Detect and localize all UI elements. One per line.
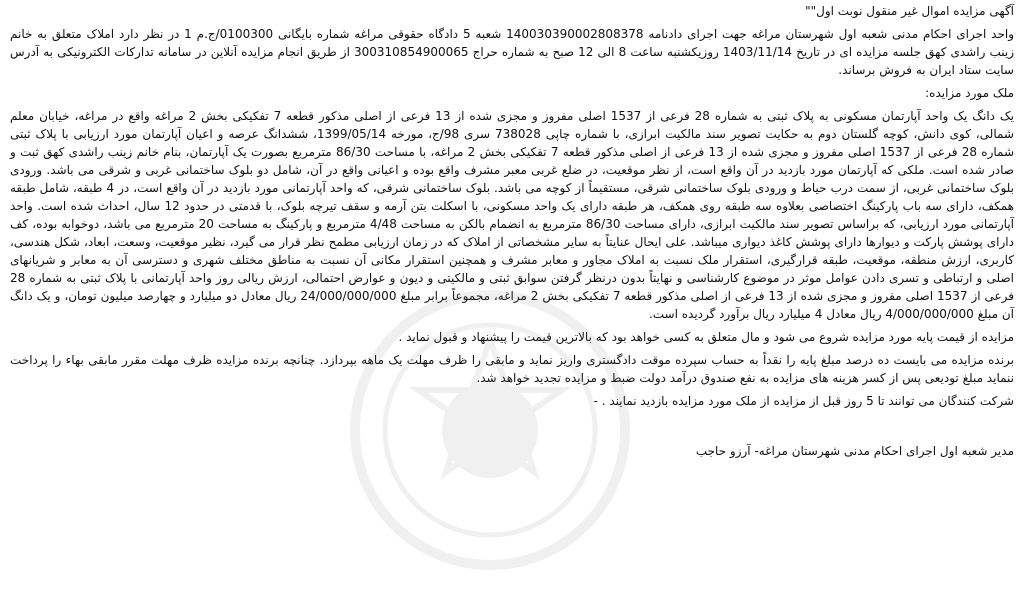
visit-terms-paragraph: شرکت کنندگان می توانند تا 5 روز قبل از مزایده از ملک مورد مزایده بازدید نمایند . - — [593, 394, 1014, 408]
property-heading: ملک مورد مزایده: — [925, 86, 1014, 100]
bidding-terms-paragraph: مزایده از قیمت پایه مورد مزایده شروع می شود و مال متعلق به کسی خواهد بود که بالاترین قیمت را پیشنهاد و قبول نماید . — [398, 330, 1014, 344]
notice-title: آگهی مزایده اموال غیر منقول نوبت اول"" — [805, 4, 1014, 18]
signature-line: مدیر شعبه اول اجرای احکام مدنی شهرستان مراغه- آرزو حاجب — [695, 444, 1014, 458]
property-description-paragraph: یک دانگ یک واحد آپارتمان مسکونی به پلاک ثبتی به شماره 28 فرعی از 1537 اصلی مفروز و مجزی شده از 13 فرعی از اصلی مذکور قطعه 7 تفکیکی بخش 2 مراغه واقع در مراغه، خیابان معلم شمالی، کوی دانش، کوچه گلستان دوم به حکایت تصویر سند مالکیت ابرازی، با شماره چاپی 738028 سری 98/ج، مورخه 1399/05/14، ششدانگ عرصه و اعیان آپارتمان مورد ارزیابی با پلاک ثبتی شماره 28 فرعی از 1537 اصلی مفروز و مجزی شده از 13 فرعی از اصلی مذکور قطعه 7 تفکیکی بخش 2 مراغه، با مساحت 86/30 مترمربع بصورت یک آپارتمان، بنام خانم زینب راشدی کهق ثبت و صادر شده است. ملکی که آپارتمان مورد بازدید در آن واقع است، از نظر موقعیت، در ضلع غربی معبر مشرف واقع بوده و اعیانی واقع در آن، شامل دو بلوک ساختمانی غربی و شرقی می باشد. ورودی بلوک ساختمانی غربی، از سمت درب حیاط و ورودی بلوک ساختمانی شرقی، مستقیماً از کوچه می باشد. بلوک ساختمانی شرقی، که واحد آپارتمانی مورد بازدید در آن واقع است، در 4 طبقه، شامل طبقه همکف، دارای سه باب پارکینگ اختصاصی بعلاوه سه طبقه روی همکف، هر طبقه دارای یک واحد مسکونی، با اسکلت بتن آرمه و سقف تیرچه بلوک، با قدمتی در حدود 12 سال، احداث شده است. واحد آپارتمانی مورد ارزیابی، که براساس تصویر سند مالکیت ابرازی، دارای مساحت 86/30 مترمربع به انضمام بالکن به مساحت 4/48 مترمربع و پارکینگ به مساحت 20 مترمربع می باشد، دوخوابه بوده، کف دارای پوشش پارکت و دیوارها دارای پوشش کاغذ دیواری میباشد. علی ایحال عنایتاً به سایر مشخصاتی از املاک که در زمان ارزیابی مطمح نظر قرار می گیرد، نظیر موقعیت، وسعت، ابعاد، شکل هندسی، کاربری، ارزش منطقه، موقعیت، طبقه قرارگیری، استقرار ملک نسبت به املاک مجاور و معابر مشرف و همچنین استقرار مکانی آن نسبت به مناطق مختلف شهری و دسترسی آن به معابر و شریانهای اصلی و ارتباطی و تسری دادن عوامل موثر در موضوع کارشناسی و نهایتاً بدون درنظر گرفتن سوابق ثبتی و مالکیتی و دیون و عوارض احتمالی، ارزش ریالی روز واحد آپارتمانی با پلاک ثبتی به شماره 28 فرعی از 1537 اصلی مفروز و مجزی شده از 13 فرعی از اصلی مذکور قطعه 7 تفکیکی بخش 2 مراغه، مجموعاً برابر مبلغ 24/000/000/000 ریال معادل دو میلیارد و چهارصد میلیون تومان، و یک دانگ آن مبلغ 4/000/000/000 ریال معادل 4 میلیارد ریال برآورد گردیده است. — [10, 109, 1015, 321]
spacer — [10, 410, 1014, 442]
payment-terms-paragraph: برنده مزایده می بایست ده درصد مبلغ پایه را نقداً به حساب سپرده موقت دادگستری واریز نماید و مابقی را ظرف مهلت یک ماهه بپردازد. چنانچه برنده مزایده ظرف مهلت مقرر مابقی بهاء را پرداخت ننماید مبلغ تودیعی پس از کسر هزینه های مزایده به نفع صندوق درآمد دولت ضبط و مزایده تجدید خواهد شد. — [10, 353, 1014, 385]
notice-intro-paragraph: واحد اجرای احکام مدنی شعبه اول شهرستان مراغه جهت اجرای دادنامه 140030390002808378 شعبه 5 دادگاه حقوقی مراغه شماره بایگانی 0100300/ج.م 1 در نظر دارد املاک متعلق به خانم زینب راشدی کهق جلسه مزایده ای در تاریخ 1403/11/14 روزیکشنبه ساعت 8 الی 12 صبح به شماره حراج 300310854900065 از طریق انجام مزایده آنلاین در سامانه تدارکات الکترونیکی به آدرس سایت ستاد ایران به فروش برساند. — [10, 27, 1014, 77]
